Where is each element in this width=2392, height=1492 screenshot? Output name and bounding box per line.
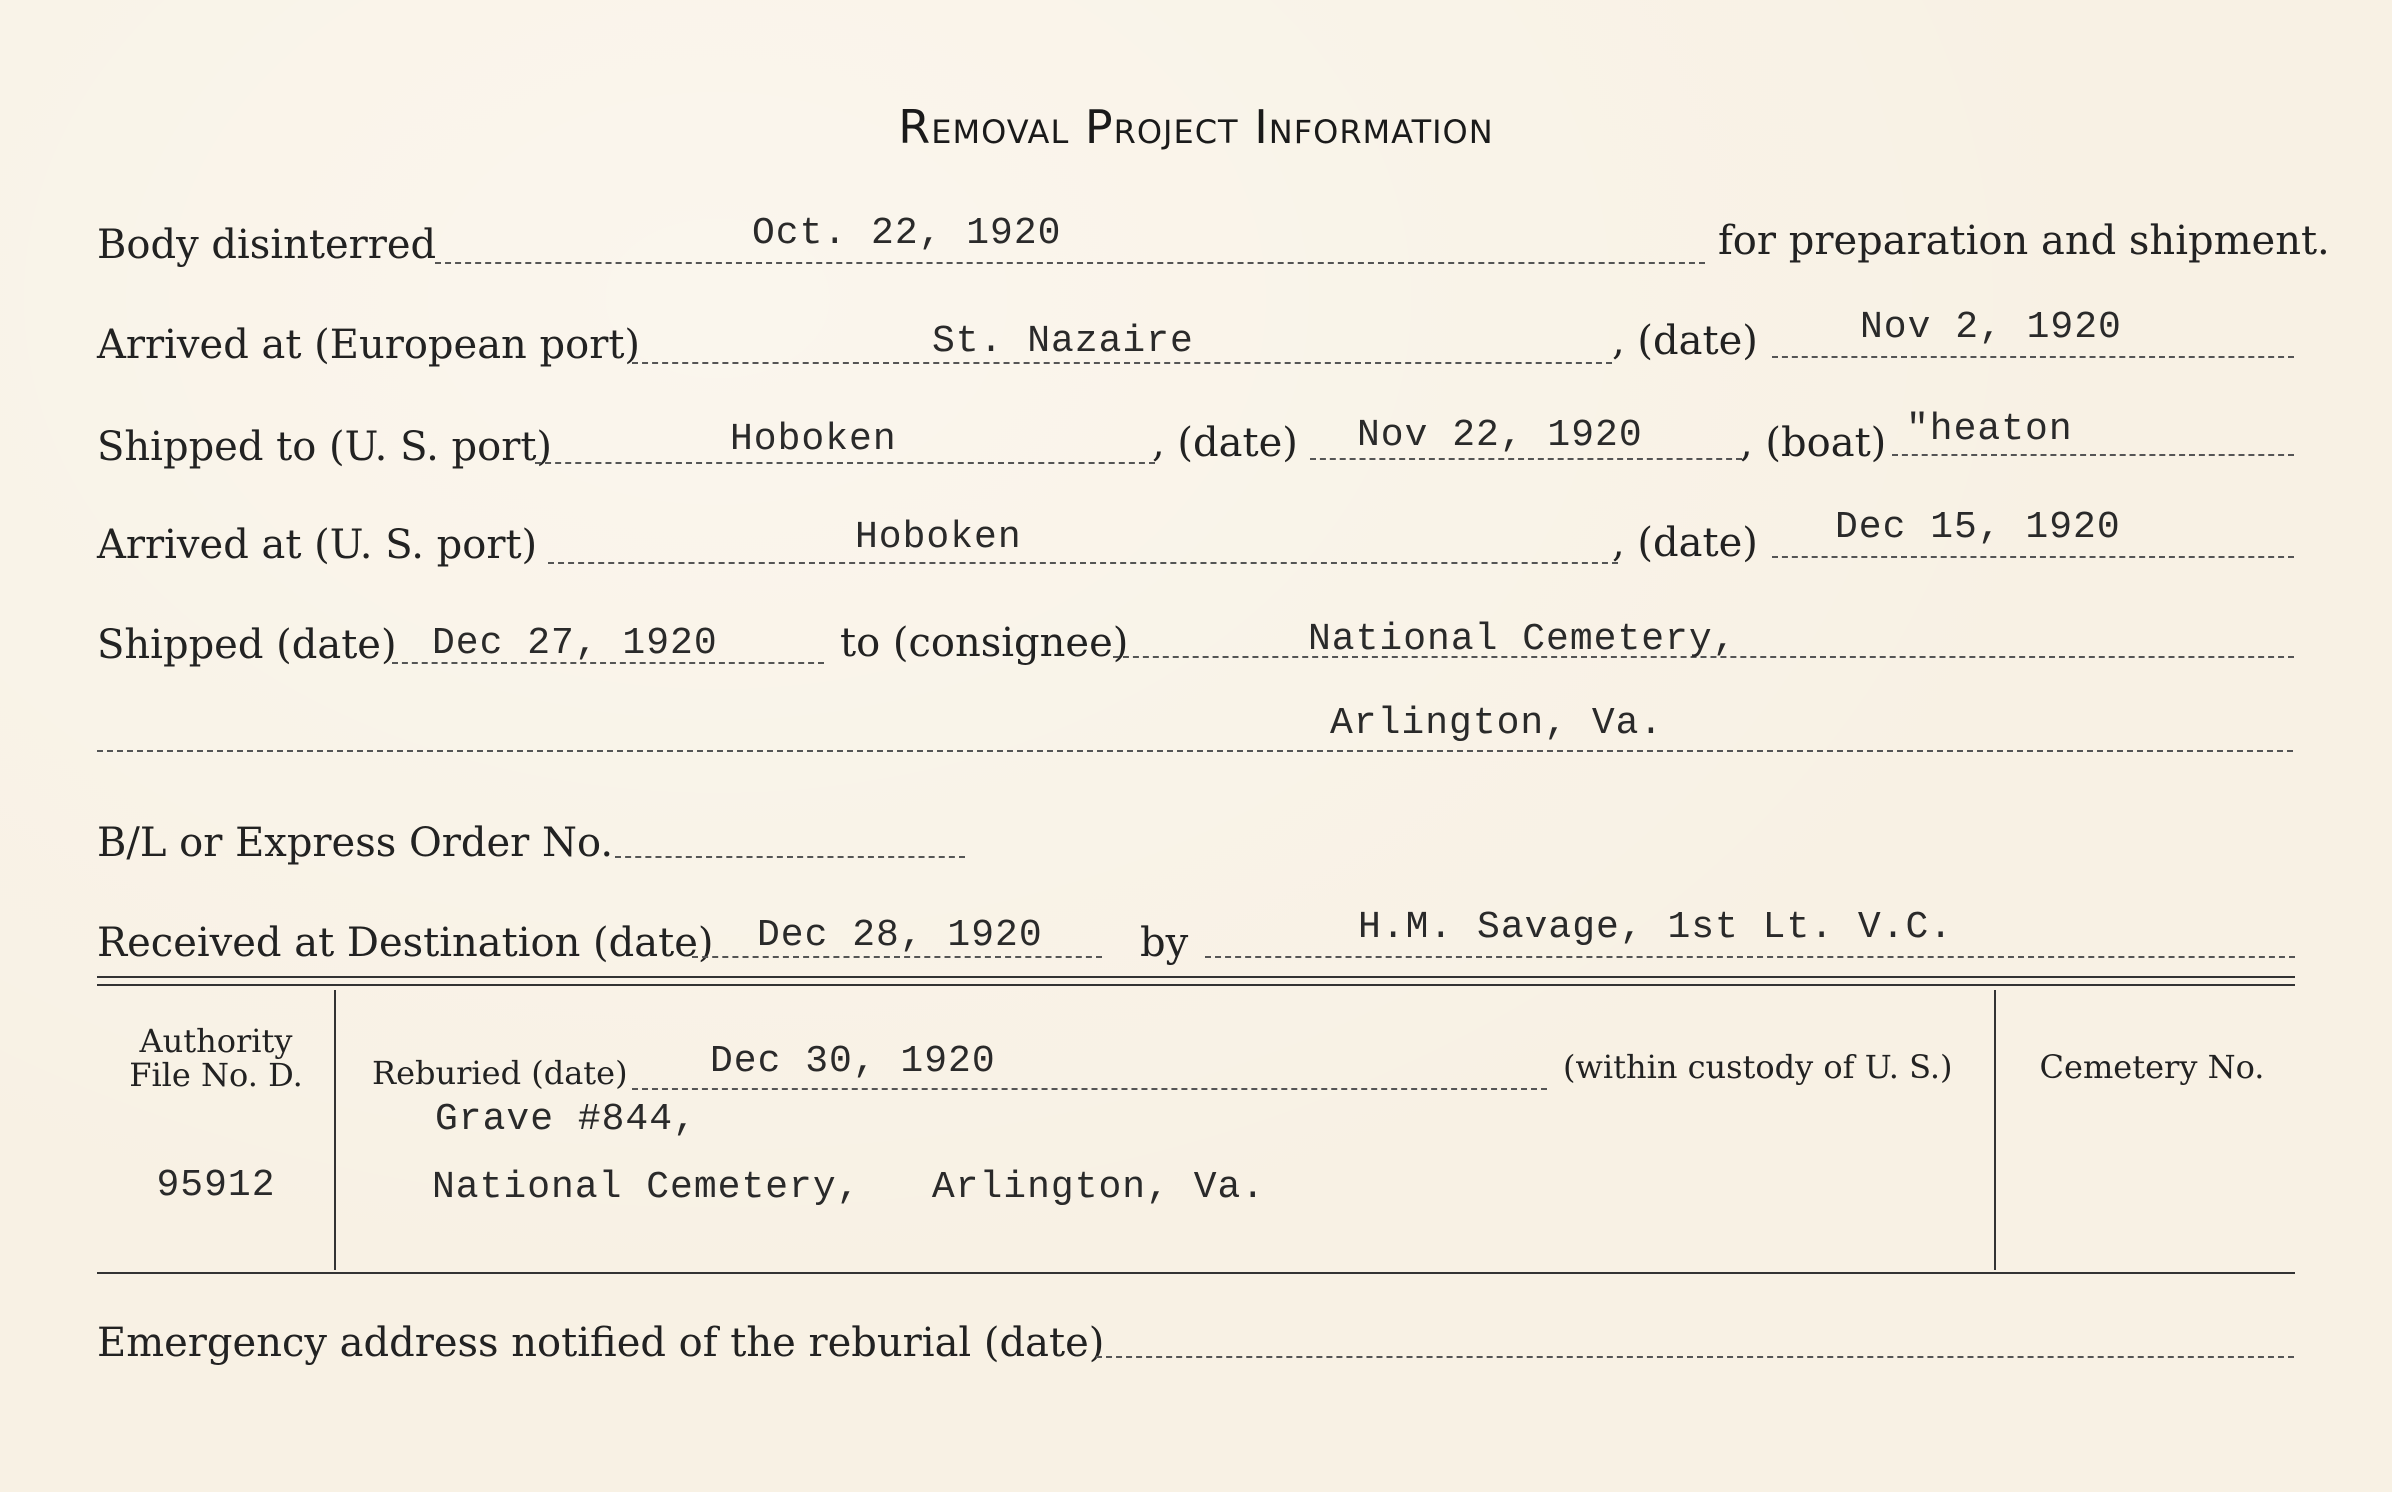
authority-line2: File No. D. [129, 1056, 303, 1094]
shipped-us-boat-value: "heaton [1906, 408, 2073, 451]
received-by-line [1205, 956, 2295, 958]
cemetery-no-label: Cemetery No. [2039, 1048, 2265, 1086]
shipped-label: Shipped (date) [97, 622, 397, 668]
arrived-eu-value: St. Nazaire [932, 320, 1194, 363]
box-divider-right [1994, 990, 1996, 1270]
arrived-us-date-line [1772, 556, 2294, 558]
bl-label: B/L or Express Order No. [97, 820, 614, 866]
arrived-us-label: Arrived at (U. S. port) [97, 522, 538, 568]
box-bottom-rule [97, 1272, 2295, 1274]
arrived-eu-date-line [1772, 356, 2294, 358]
shipped-us-line [535, 462, 1155, 464]
arrived-eu-date-value: Nov 2, 1920 [1860, 306, 2122, 349]
disinterred-line [435, 262, 1705, 264]
reburied-value: Dec 30, 1920 [710, 1040, 996, 1083]
shipped-us-value: Hoboken [730, 418, 897, 461]
page-title: Removal Project Information [898, 100, 1494, 154]
shipped-us-label: Shipped to (U. S. port) [97, 424, 552, 470]
shipped-us-boat-label: , (boat) [1740, 420, 1887, 466]
disinterred-label: Body disinterred [97, 222, 437, 268]
consignee-line-2 [97, 750, 2293, 752]
custody-note: (within custody of U. S.) [1563, 1048, 1953, 1086]
arrived-eu-label: Arrived at (European port) [97, 322, 641, 368]
arrived-us-value: Hoboken [855, 516, 1022, 559]
emergency-line [1096, 1356, 2294, 1358]
box-top-rule-1 [97, 976, 2295, 978]
shipped-us-date-line [1310, 458, 1742, 460]
shipped-value: Dec 27, 1920 [432, 622, 718, 665]
arrived-us-line [548, 562, 1618, 564]
consignee-line1: National Cemetery, [1308, 618, 1737, 661]
arrived-us-date-label: , (date) [1612, 520, 1758, 566]
received-label: Received at Destination (date) [97, 920, 714, 966]
received-by-value: H.M. Savage, 1st Lt. V.C. [1358, 906, 1954, 949]
arrived-eu-date-label: , (date) [1612, 318, 1758, 364]
file-number: 95912 [156, 1164, 276, 1207]
shipped-us-date-value: Nov 22, 1920 [1357, 414, 1643, 457]
authority-line1: Authority [139, 1022, 293, 1060]
emergency-label: Emergency address notified of the reburial (date) [97, 1320, 1105, 1366]
reburied-line [632, 1088, 1547, 1090]
received-value: Dec 28, 1920 [757, 914, 1043, 957]
received-by-label: by [1140, 920, 1189, 966]
box-top-rule-2 [97, 984, 2295, 986]
bl-line [615, 856, 965, 858]
arrived-us-date-value: Dec 15, 1920 [1835, 506, 2121, 549]
consignee-label: to (consignee) [840, 620, 1129, 666]
disinterred-suffix: for preparation and shipment. [1718, 218, 2330, 264]
box-divider-left [334, 990, 336, 1270]
consignee-line2: Arlington, Va. [1330, 702, 1664, 745]
reburied-label: Reburied (date) [372, 1054, 628, 1092]
shipped-us-boat-line [1892, 454, 2294, 456]
disinterred-value: Oct. 22, 1920 [752, 212, 1062, 255]
burial-location: National Cemetery, Arlington, Va. [432, 1166, 1266, 1209]
shipped-us-date-label: , (date) [1152, 420, 1298, 466]
grave-number: Grave #844, [435, 1098, 697, 1141]
